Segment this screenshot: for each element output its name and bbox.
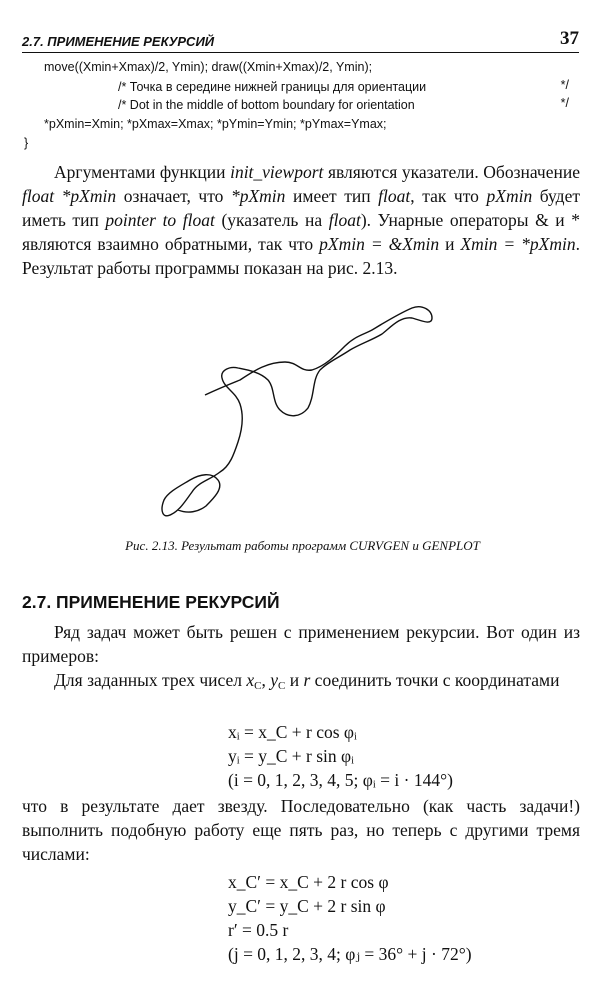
paragraph-task: Для заданных трех чисел $x_C$, $y_C$ и r соединить точки с координатами — [54, 670, 560, 692]
formula-star — [228, 720, 453, 792]
figure-caption: Рис. 2.13. Результат работы программ CURVGEN и GENPLOT — [125, 538, 480, 553]
code-line-5: } — [24, 136, 29, 150]
section-heading: 2.7. ПРИМЕНЕНИЕ РЕКУРСИЙ — [22, 592, 280, 612]
paragraph-recursion-intro: Ряд задач может быть решен с применением рекурсии. Вот один из примеров: — [22, 622, 580, 666]
formula-star-line-1: xᵢ = x_C + r cos φᵢ — [228, 722, 357, 742]
formula-star-line-3: (i = 0, 1, 2, 3, 4, 5; φᵢ = i · 144°) — [228, 770, 453, 790]
random-curve — [162, 307, 432, 516]
formula-recursion — [228, 870, 472, 966]
code-line-3: /* Dot in the middle of bottom boundary for orientation — [118, 98, 415, 112]
code-line-2-end: */ — [560, 78, 569, 92]
curve-figure — [150, 300, 450, 530]
code-line-3-end: */ — [560, 96, 569, 110]
running-header — [22, 30, 579, 53]
formula-recursion-line-1: x_C′ = x_C + 2 r cos φ — [228, 872, 389, 892]
header-section-title: 2.7. ПРИМЕНЕНИЕ РЕКУРСИЙ — [22, 34, 215, 49]
formula-recursion-line-2: y_C′ = y_C + 2 r sin φ — [228, 896, 386, 916]
code-line-2: /* Точка в середине нижней границы для ориентации — [118, 80, 427, 94]
paragraph-pointers: Аргументами функции init_viewport являются указатели. Обозначение float *pXmin означает, что *pXmin имеет тип float, так что pXmin будет иметь тип pointer to float (указатель на float). Унарные операторы & и * являются взаимно обратными, так что pXmin = &Xmin и Xmin = *pXmin. Результат работы программы показан на рис. 2.13. — [22, 162, 581, 278]
formula-recursion-line-3: r′ = 0.5 r — [228, 920, 289, 940]
paragraph-repeat: что в результате дает звезду. Последовательно (как часть задачи!) выполнить подобную работу еще пять раз, но теперь с другими тремя числами: — [22, 796, 580, 864]
code-line-1: move((Xmin+Xmax)/2, Ymin); draw((Xmin+Xmax)/2, Ymin); — [44, 60, 373, 74]
code-line-4: *pXmin=Xmin; *pXmax=Xmax; *pYmin=Ymin; *pYmax=Ymax; — [44, 117, 387, 131]
formula-recursion-line-4: (j = 0, 1, 2, 3, 4; φⱼ = 36° + j · 72°) — [228, 944, 472, 964]
page-number: 37 — [560, 28, 579, 49]
formula-star-line-2: yᵢ = y_C + r sin φᵢ — [228, 746, 354, 766]
